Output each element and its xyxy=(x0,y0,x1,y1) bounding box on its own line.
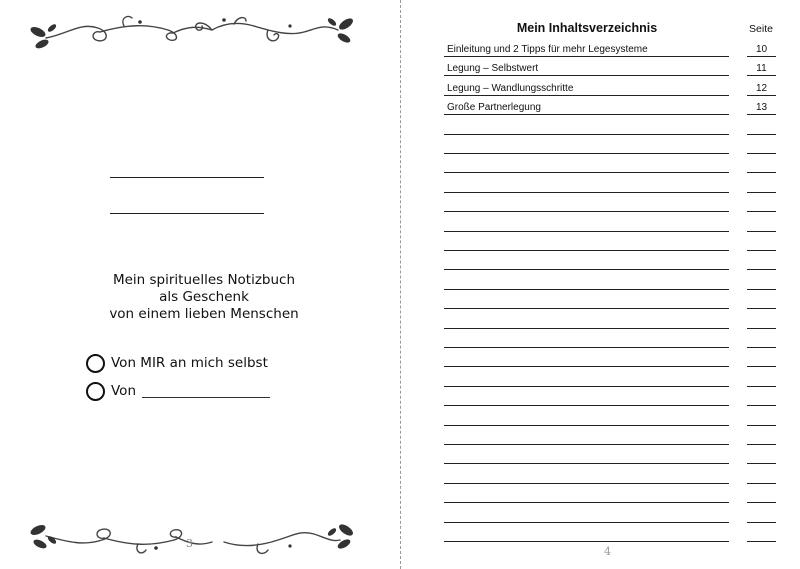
toc-entry-line[interactable] xyxy=(444,366,729,367)
toc-page-line[interactable] xyxy=(747,114,776,115)
gift-line-3: von einem lieben Menschen xyxy=(109,306,299,322)
toc-entry-text: Große Partnerlegung xyxy=(447,102,541,114)
toc-entry-line[interactable] xyxy=(444,95,729,96)
toc-entry-text: Einleitung und 2 Tipps für mehr Legesysteme xyxy=(447,44,648,55)
option-from-blank[interactable] xyxy=(142,385,270,398)
toc-page-line[interactable] xyxy=(747,308,776,309)
toc-title: Mein Inhaltsverzeichnis xyxy=(516,21,658,35)
option-self-label: Von MIR an mich selbst xyxy=(111,355,268,371)
toc-entry-text: Legung – Wandlungsschritte xyxy=(447,82,574,94)
toc-page-line[interactable] xyxy=(747,172,776,173)
toc-entry-line[interactable] xyxy=(444,502,729,503)
toc-page-column-header: Seite xyxy=(749,23,773,35)
option-from-label: Von xyxy=(111,383,137,399)
toc-entry-line[interactable] xyxy=(444,347,729,348)
option-self-circle[interactable] xyxy=(86,354,105,373)
toc-entry-line[interactable] xyxy=(444,134,729,135)
page-number-right: 4 xyxy=(604,545,611,558)
toc-entry-line[interactable] xyxy=(444,250,729,251)
gift-dedication xyxy=(40,272,368,323)
toc-entry-line[interactable] xyxy=(444,483,729,484)
toc-page-line[interactable] xyxy=(747,347,776,348)
gift-line-2: als Geschenk xyxy=(159,289,249,305)
toc-page-line[interactable] xyxy=(747,463,776,464)
toc-page-line[interactable] xyxy=(747,231,776,232)
toc-page-line[interactable] xyxy=(747,328,776,329)
bottom-vine-ornament xyxy=(28,516,356,556)
toc-entry-line[interactable] xyxy=(444,153,729,154)
toc-entry-line[interactable] xyxy=(444,328,729,329)
toc-entry-line[interactable] xyxy=(444,75,729,76)
toc-entry-page: 10 xyxy=(755,44,768,55)
toc-entry-line[interactable] xyxy=(444,192,729,193)
signature-line-1 xyxy=(110,177,264,178)
toc-entry-line[interactable] xyxy=(444,56,729,57)
toc-page-line[interactable] xyxy=(747,250,776,251)
option-from-circle[interactable] xyxy=(86,382,105,401)
toc-page-line[interactable] xyxy=(747,95,776,96)
signature-line-2 xyxy=(110,213,264,214)
option-self[interactable] xyxy=(86,352,268,374)
toc-entry-line[interactable] xyxy=(444,463,729,464)
toc-entry-line[interactable] xyxy=(444,386,729,387)
toc-page-line[interactable] xyxy=(747,153,776,154)
option-from[interactable] xyxy=(86,380,270,402)
toc-page-line[interactable] xyxy=(747,444,776,445)
toc-entry-line[interactable] xyxy=(444,231,729,232)
toc-entry-line[interactable] xyxy=(444,172,729,173)
toc-page-line[interactable] xyxy=(747,192,776,193)
toc-page-line[interactable] xyxy=(747,386,776,387)
toc-entry-line[interactable] xyxy=(444,444,729,445)
toc-entry-line[interactable] xyxy=(444,308,729,309)
toc-page-line[interactable] xyxy=(747,405,776,406)
toc-page-line[interactable] xyxy=(747,289,776,290)
toc-page-line[interactable] xyxy=(747,269,776,270)
toc-page-line[interactable] xyxy=(747,425,776,426)
toc-entry-line[interactable] xyxy=(444,269,729,270)
toc-entry-page: 11 xyxy=(756,63,767,75)
toc-page-line[interactable] xyxy=(747,483,776,484)
toc-entry-line[interactable] xyxy=(444,289,729,290)
right-page xyxy=(401,0,800,569)
toc-entry-line[interactable] xyxy=(444,541,729,542)
toc-page-line[interactable] xyxy=(747,366,776,367)
toc-page-line[interactable] xyxy=(747,211,776,212)
toc-entry-page: 13 xyxy=(755,102,768,114)
top-vine-ornament xyxy=(28,12,356,52)
gift-line-1: Mein spirituelles Notizbuch xyxy=(112,272,296,288)
toc-page-line[interactable] xyxy=(747,134,776,135)
toc-page-line[interactable] xyxy=(747,56,776,57)
toc-page-line[interactable] xyxy=(747,75,776,76)
toc-entry-page: 12 xyxy=(755,82,768,94)
toc-page-line[interactable] xyxy=(747,522,776,523)
toc-entry-text: Legung – Selbstwert xyxy=(447,63,539,75)
toc-page-line[interactable] xyxy=(747,541,776,542)
toc-entry-line[interactable] xyxy=(444,211,729,212)
toc-entry-line[interactable] xyxy=(444,425,729,426)
toc-entry-line[interactable] xyxy=(444,522,729,523)
page-number-left: 3 xyxy=(186,537,193,550)
toc-entry-line[interactable] xyxy=(444,405,729,406)
toc-page-line[interactable] xyxy=(747,502,776,503)
toc-entry-line[interactable] xyxy=(444,114,729,115)
